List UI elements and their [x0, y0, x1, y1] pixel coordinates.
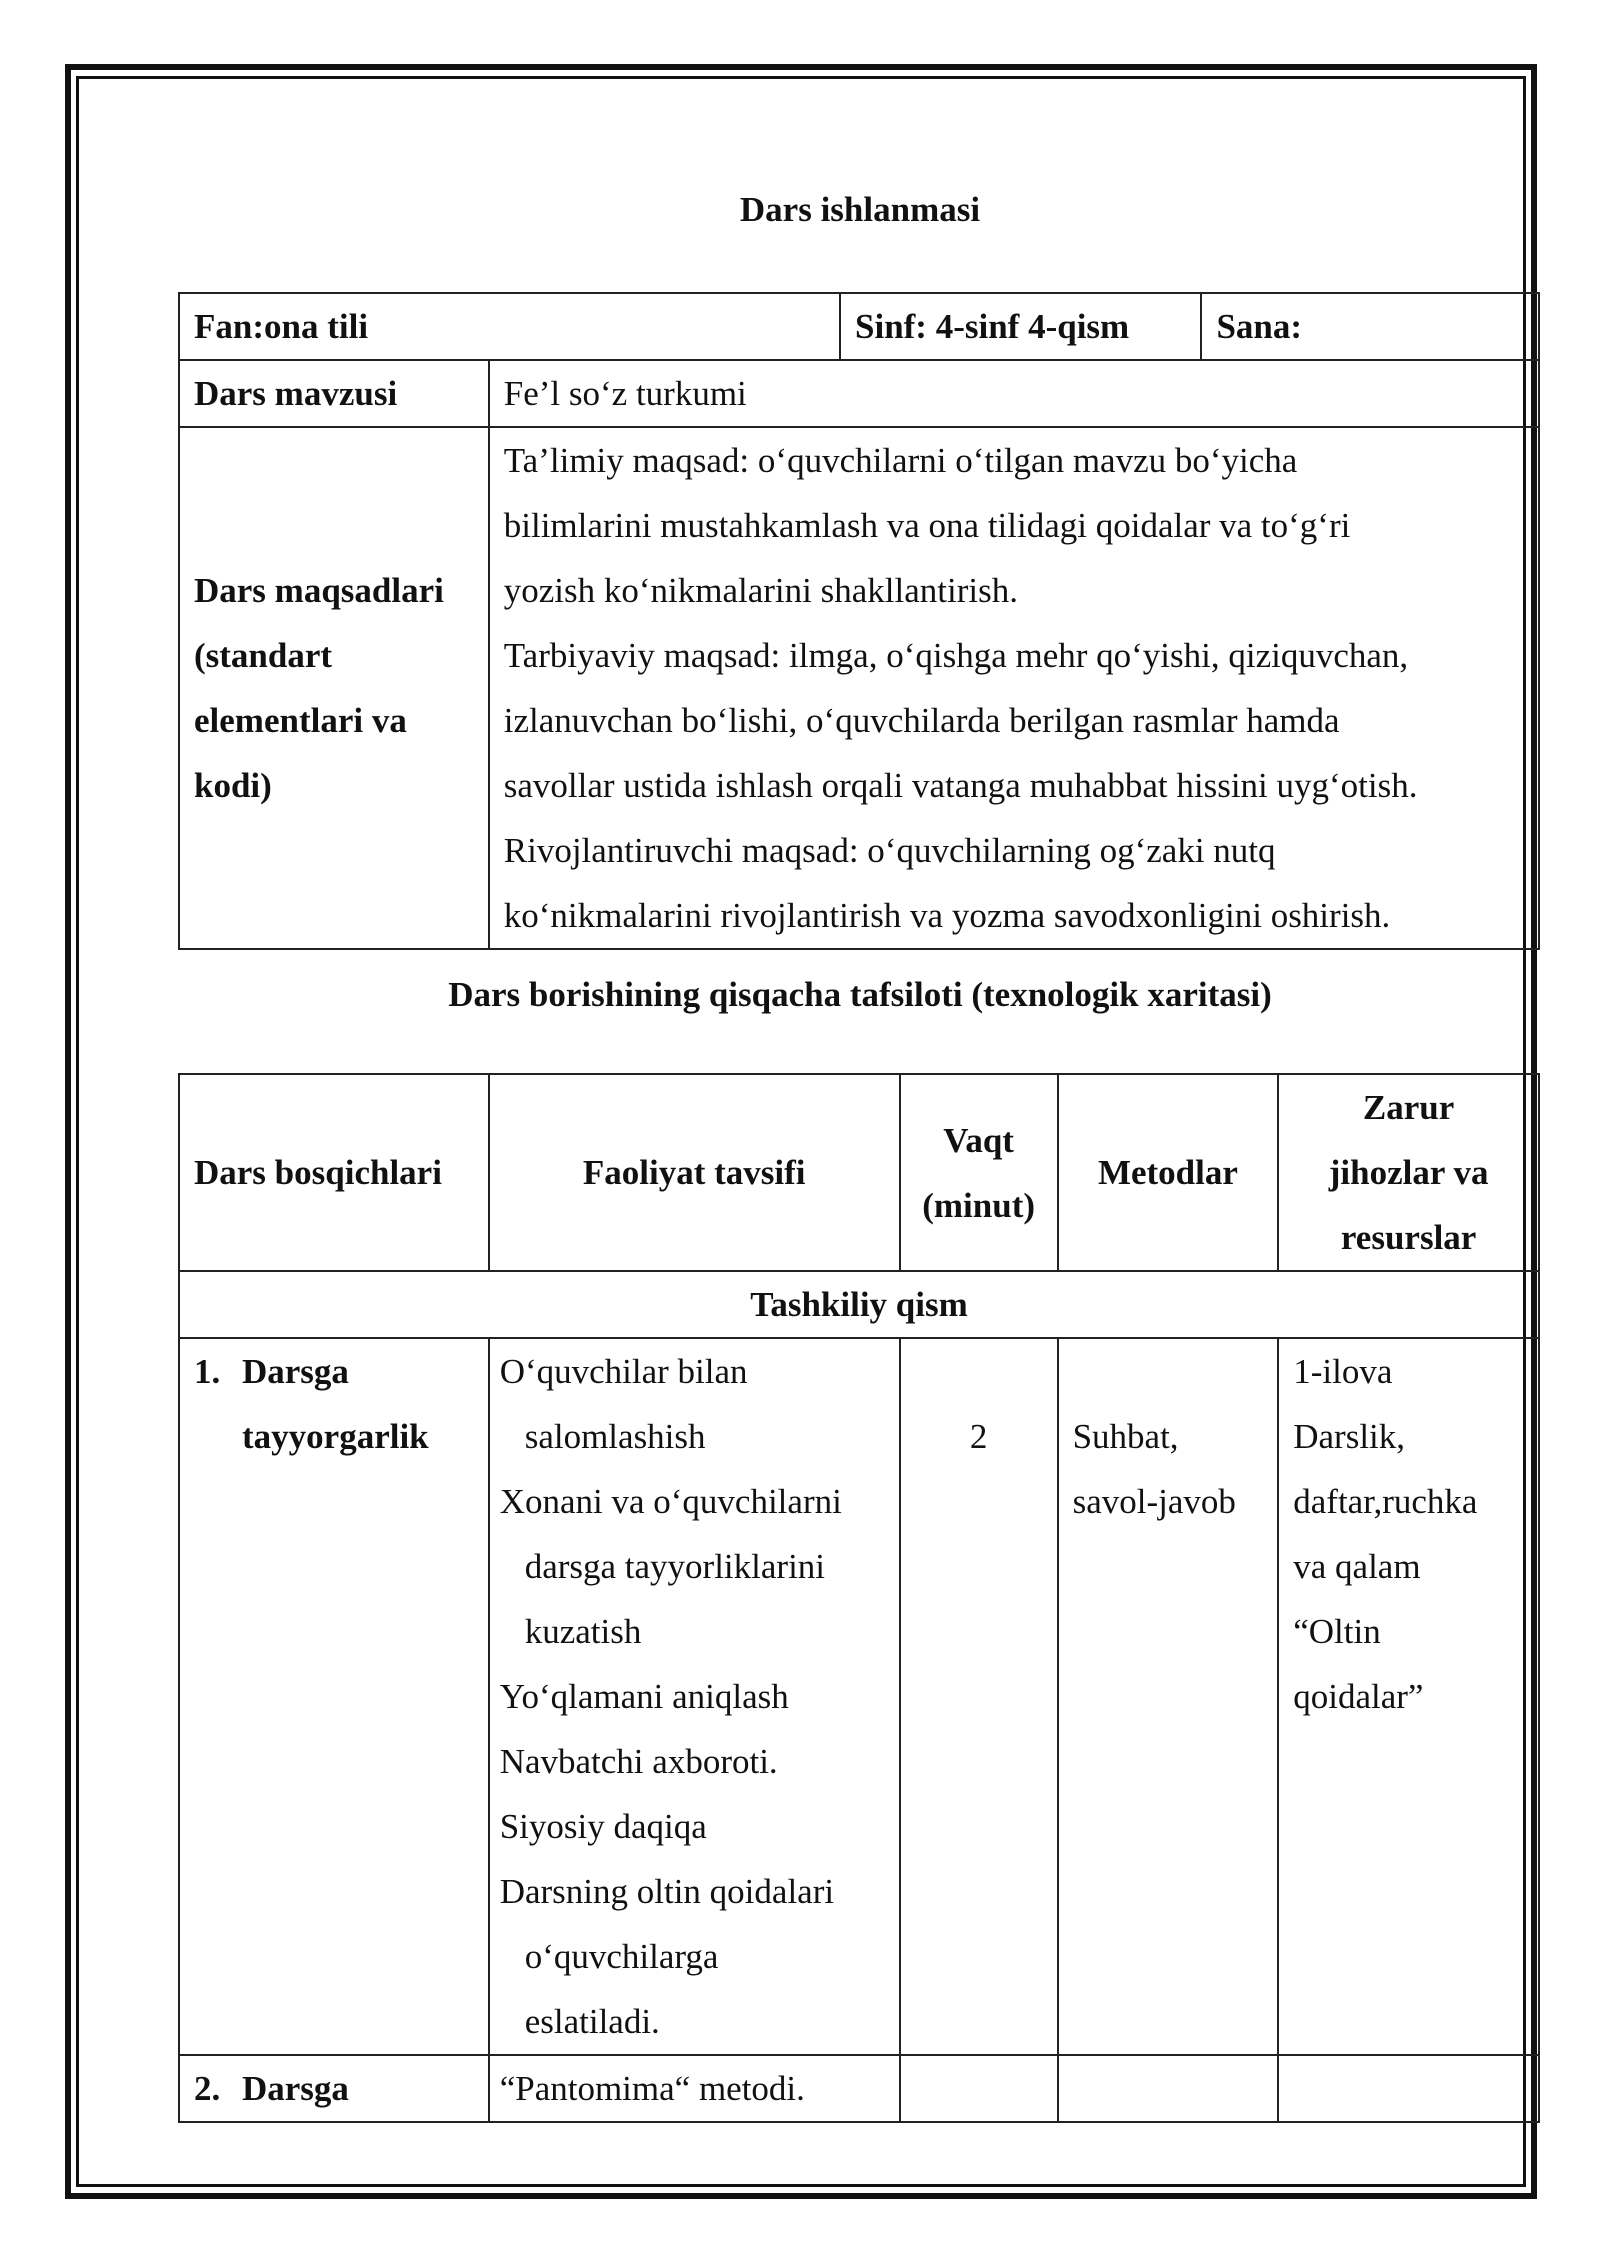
stage-name: tayyorgarlik: [242, 1417, 429, 1456]
activity-line: kuzatish: [524, 1612, 642, 1651]
resources-line: Darslik,: [1293, 1417, 1406, 1456]
activity-cell: [489, 1338, 900, 2055]
resources-line: qoidalar”: [1293, 1677, 1424, 1716]
goals-text: [489, 427, 1539, 949]
spacer: [1073, 1339, 1264, 1404]
date-cell: Sana:: [1201, 293, 1539, 360]
goals-line: Ta’limiy maqsad: o‘quvchilarni o‘tilgan mavzu bo‘yicha: [503, 441, 1298, 480]
table-row: [179, 2055, 1539, 2122]
subject-cell: Fan:ona tili: [179, 293, 840, 360]
section-title: Dars borishining qisqacha tafsiloti (texnologik xaritasi): [448, 975, 1272, 1014]
goals-line: Tarbiyaviy maqsad: ilmga, o‘qishga mehr qo‘yishi, qiziquvchan,: [503, 636, 1409, 675]
header-resources-line: resurslar: [1340, 1218, 1477, 1257]
header-stages: Dars bosqichlari: [179, 1074, 489, 1271]
lesson-info-table: [178, 292, 1540, 950]
activity-line: darsga tayyorliklarini: [524, 1547, 826, 1586]
activity-line: Yo‘qlamani aniqlash: [499, 1677, 789, 1716]
spacer: [915, 1339, 1043, 1404]
activity-line: Navbatchi axboroti.: [499, 1742, 778, 1781]
resources-line: “Oltin: [1293, 1612, 1381, 1651]
time-cell: [900, 2055, 1058, 2122]
time-cell: [900, 1338, 1058, 2055]
activity-line: eslatiladi.: [524, 2002, 660, 2041]
stage-cell: [179, 1338, 489, 2055]
header-resources-line: jihozlar va: [1328, 1153, 1489, 1192]
goals-label: Dars maqsadlari (standart elementlari va kodi): [179, 427, 489, 949]
header-resources-line: Zarur: [1362, 1088, 1455, 1127]
grade-cell: Sinf: 4-sinf 4-qism: [840, 293, 1201, 360]
activity-line: o‘quvchilarga: [524, 1937, 719, 1976]
methods-line: savol-javob: [1072, 1482, 1236, 1521]
goals-line: yozish ko‘nikmalarini shakllantirish.: [503, 571, 1018, 610]
table-row: [179, 1338, 1539, 2055]
stage-cell: [179, 2055, 489, 2122]
stage-name: Darsga: [242, 1352, 349, 1391]
methods-cell: [1058, 1338, 1279, 2055]
stage-number: 1.: [194, 1352, 221, 1391]
activity-line: “Pantomima“ metodi.: [499, 2069, 805, 2108]
activity-line: Darsning oltin qoidalari: [499, 1872, 835, 1911]
activity-cell: [489, 2055, 900, 2122]
header-time-line: (minut): [922, 1185, 1036, 1225]
header-time-line: Vaqt: [943, 1120, 1014, 1160]
stage-number: 2.: [194, 2069, 221, 2108]
header-resources: [1278, 1074, 1539, 1271]
resources-cell: [1278, 2055, 1539, 2122]
header-activity: Faoliyat tavsifi: [489, 1074, 900, 1271]
resources-cell: [1278, 1338, 1539, 2055]
activity-line: salomlashish: [524, 1417, 706, 1456]
activity-line: Xonani va o‘quvchilarni: [499, 1482, 842, 1521]
resources-line: 1-ilova: [1293, 1352, 1393, 1391]
time-value: 2: [969, 1417, 988, 1456]
goals-line: Rivojlantiruvchi maqsad: o‘quvchilarning og‘zaki nutq: [503, 831, 1276, 870]
resources-line: daftar,ruchka: [1293, 1482, 1478, 1521]
topic-label: Dars mavzusi: [179, 360, 489, 427]
topic-value: Fe’l so‘z turkumi: [489, 360, 1539, 427]
methods-line: Suhbat,: [1072, 1417, 1179, 1456]
goals-line: bilimlarini mustahkamlash va ona tilidagi qoidalar va to‘g‘ri: [503, 506, 1351, 545]
part-title: Tashkiliy qism: [179, 1271, 1539, 1338]
document-title: Dars ishlanmasi: [739, 190, 981, 229]
stage-name: Darsga: [242, 2069, 349, 2108]
resources-line: va qalam: [1293, 1547, 1421, 1586]
goals-line: izlanuvchan bo‘lishi, o‘quvchilarda berilgan rasmlar hamda: [503, 701, 1340, 740]
activity-line: O‘quvchilar bilan: [499, 1352, 748, 1391]
header-time: [900, 1074, 1058, 1271]
activity-line: Siyosiy daqiqa: [499, 1807, 707, 1846]
goals-line: savollar ustida ishlash orqali vatanga muhabbat hissini uyg‘otish.: [503, 766, 1418, 805]
methods-cell: [1058, 2055, 1279, 2122]
goals-line: ko‘nikmalarini rivojlantirish va yozma savodxonligini oshirish.: [503, 896, 1391, 935]
header-methods: Metodlar: [1058, 1074, 1279, 1271]
lesson-plan-table: [178, 1073, 1540, 2123]
